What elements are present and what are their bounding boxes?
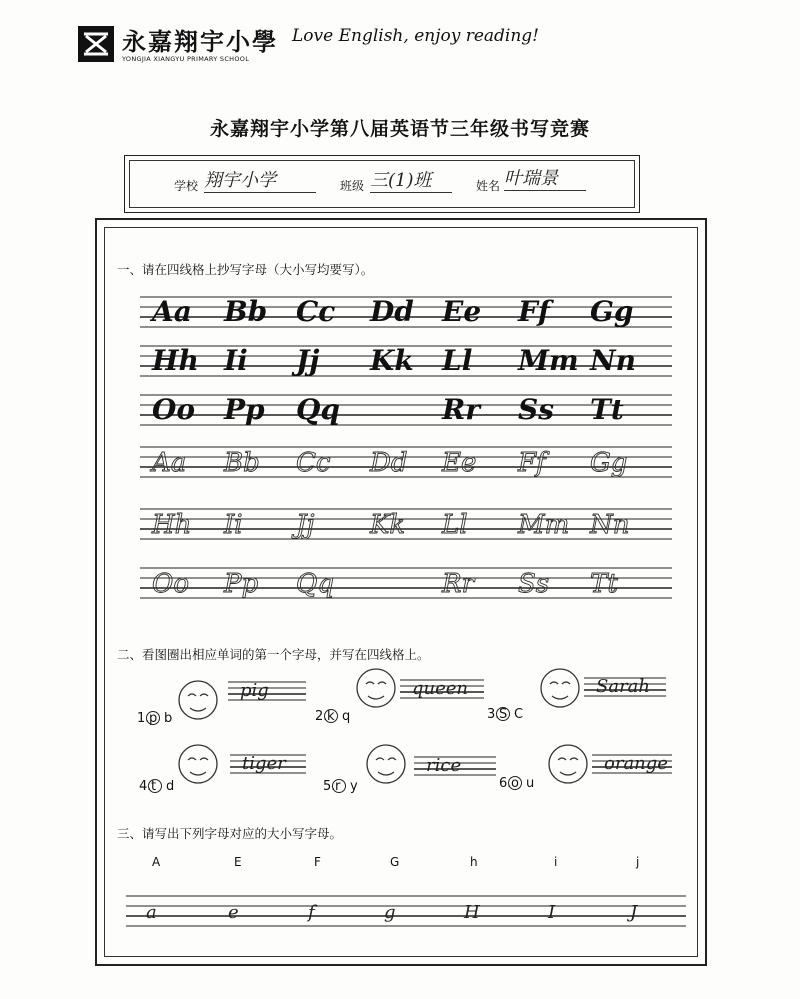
option-a: r [335,779,341,794]
answer-letter-H: H [464,902,480,923]
copied-letter-hh: Hh [152,510,192,540]
prompt-letter-G: G [390,855,400,869]
copied-letter-tt: Tt [590,569,618,599]
answer-letter-a: a [146,902,157,923]
tiger-picture-outline [179,745,217,783]
answer-letter-J: J [630,902,638,923]
name-value: 叶瑞景 [504,164,586,191]
orange-picture [549,745,587,783]
queen-picture-outline [357,669,395,707]
page-title: 永嘉翔宇小学第八届英语节三年级书写竞赛 [209,118,590,140]
answer-word: orange [604,753,668,774]
printed-letter-tt: Tt [590,393,624,426]
copied-letter-jj: Jj [296,510,315,540]
prompt-letter-E: E [234,855,242,869]
prompt-letter-h: h [470,855,478,869]
printed-letter-aa: Aa [152,295,192,328]
option-a: p [149,711,158,726]
printed-letter-jj: Jj [296,344,320,377]
prompt-letter-F: F [314,855,321,869]
printed-letter-gg: Gg [590,295,634,328]
copied-letter-ll: Ll [442,510,468,540]
option-a: o [511,776,519,791]
section3-heading: 三、请写出下列字母对应的大小写字母。 [117,826,343,841]
printed-letter-cc: Cc [296,295,336,328]
school-name: 永嘉翔宇小學 [122,27,278,56]
copied-letter-ii: Ii [224,510,243,540]
tiger-picture-detail [188,758,208,775]
copied-letter-aa: Aa [152,448,187,478]
section2-heading: 二、看图圈出相应单词的第一个字母，并写在四线格上。 [117,647,430,662]
answer-word: rice [426,755,462,776]
printed-letter-bb: Bb [224,295,268,328]
item-number: 6. [499,776,512,791]
option-b: y [350,779,358,794]
answer-word: pig [240,680,269,701]
school-label: 学校 [174,179,199,193]
printed-letter-ii: Ii [224,344,248,377]
copied-letter-cc: Cc [296,448,331,478]
printed-letter-mm: Mm [518,344,579,377]
queen-picture-detail [366,682,386,699]
copied-letter-nn: Nn [590,510,630,540]
copied-letter-qq: Qq [296,569,334,599]
option-b: C [514,707,524,722]
copied-letter-ee: Ee [442,448,477,478]
printed-letter-pp: Pp [224,393,265,426]
item-number: 3. [487,707,500,722]
class-label: 班级 [340,179,365,193]
sarah-picture-outline [541,669,579,707]
school-value: 翔宇小学 [204,166,316,193]
copied-letter-bb: Bb [224,448,260,478]
printed-letter-ee: Ee [442,295,482,328]
printed-letter-rr: Rr [442,393,481,426]
pig-picture-detail [188,694,208,711]
prompt-letter-j: j [636,855,640,869]
orange-picture-outline [549,745,587,783]
copied-letter-rr: Rr [442,569,475,599]
printed-letter-qq: Qq [296,393,340,426]
printed-letter-ff: Ff [518,295,550,328]
option-b: b [164,711,173,726]
option-a: S [499,707,508,722]
answer-word: Sarah [596,676,650,697]
copied-letter-ff: Ff [518,448,546,478]
orange-picture-detail [558,758,578,775]
prompt-letter-A: A [152,855,161,869]
copied-letter-oo: Oo [152,569,189,599]
slogan: Love English, enjoy reading! [292,26,540,46]
item-number: 1. [137,711,150,726]
queen-picture [357,669,395,707]
answer-word: queen [412,678,469,699]
name-label: 姓名 [476,179,501,193]
copied-letter-gg: Gg [590,448,628,478]
prompt-letter-i: i [554,855,558,869]
printed-letter-hh: Hh [152,344,199,377]
pig-picture-outline [179,681,217,719]
option-a: k [327,709,335,724]
rice-bowl-picture [367,745,405,783]
option-b: q [342,709,351,724]
printed-letter-oo: Oo [152,393,196,426]
sarah-picture-detail [550,682,570,699]
answer-letter-e: e [228,902,239,923]
item-number: 2. [315,709,328,724]
rice-bowl-picture-detail [376,758,396,775]
tiger-picture [179,745,217,783]
class-value: 三(1)班 [370,166,452,193]
answer-letter-f: f [308,902,315,923]
printed-letter-ss: Ss [518,393,554,426]
sarah-picture [541,669,579,707]
printed-letter-kk: Kk [370,344,414,377]
printed-letter-nn: Nn [590,344,636,377]
section1-heading: 一、请在四线格上抄写字母（大小写均要写）。 [117,262,374,277]
printed-letter-ll: Ll [442,344,473,377]
printed-letter-dd: Dd [370,295,414,328]
option-b: u [526,776,535,791]
copied-letter-mm: Mm [518,510,570,540]
answer-letter-g: g [384,902,396,923]
copied-letter-dd: Dd [370,448,408,478]
item-number: 4. [139,779,152,794]
rice-bowl-picture-outline [367,745,405,783]
option-b: d [166,779,175,794]
item-number: 5. [323,779,336,794]
school-name-en: YONGJIA XIANGYU PRIMARY SCHOOL [122,55,250,63]
answer-letter-I: I [548,902,556,923]
answer-word: tiger [242,753,286,774]
copied-letter-pp: Pp [224,569,259,599]
copied-letter-kk: Kk [370,510,406,540]
option-a: t [151,779,157,794]
pig-picture [179,681,217,719]
copied-letter-ss: Ss [518,569,550,599]
